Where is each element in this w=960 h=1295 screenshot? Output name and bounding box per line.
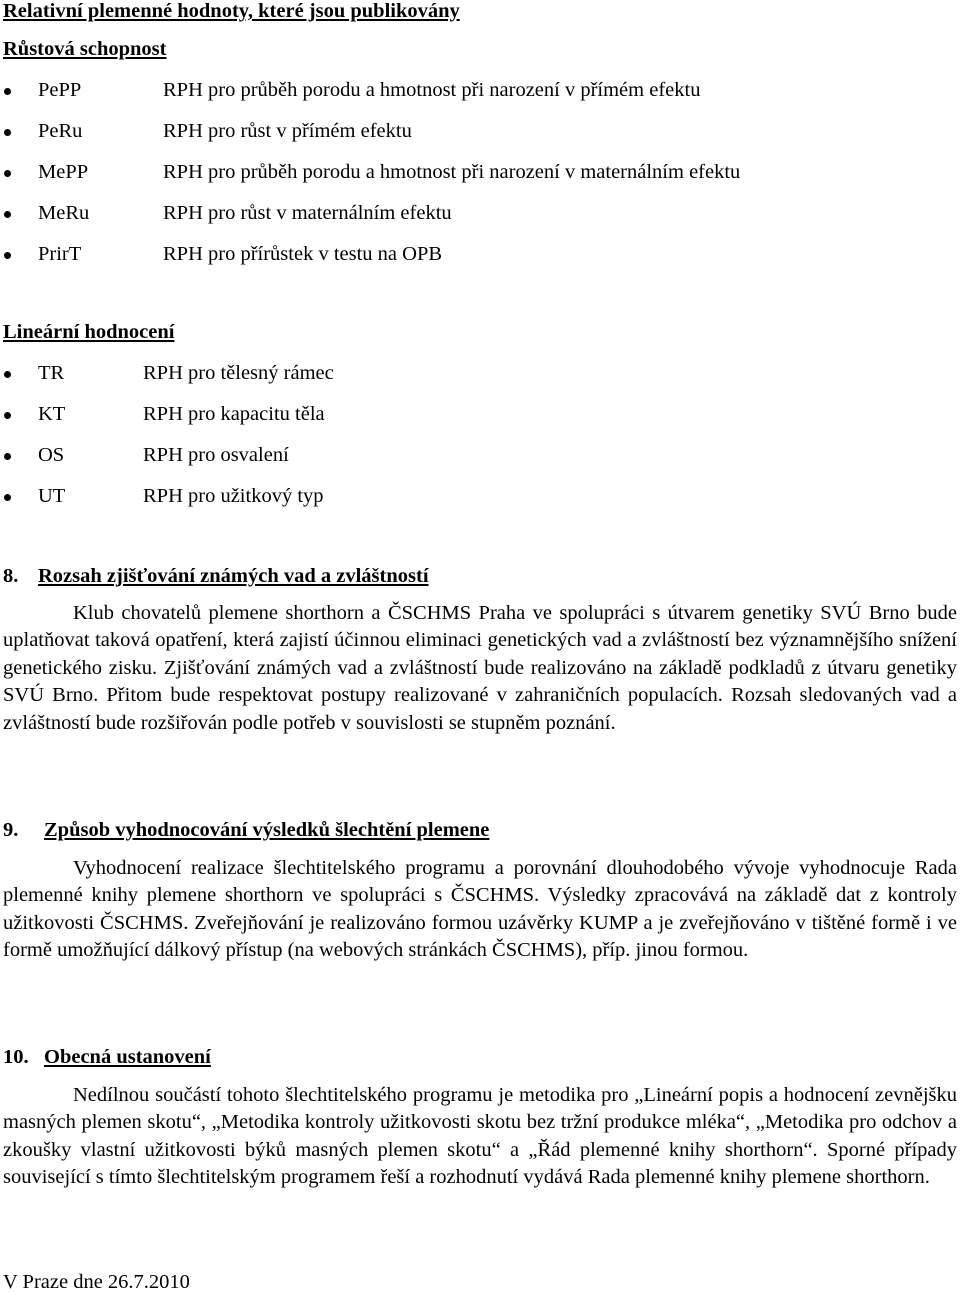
section-title-text: Obecná ustanovení [44, 1046, 211, 1068]
section-number: 10. [3, 1046, 29, 1068]
paragraph-text: Vyhodnocení realizace šlechtitelského programu a porovnání dlouhodobého vývoje vyhodnocuje Rada plemenné knihy plemene shorthorn ve spolupráci s ČSCHMS. Výsledky zpracovává na základě dat z kontroly užitkovosti ČSCHMS. Zveřejňování je realizováno formou uzávěrky KUMP a je zveřejňováno v tištěné formě i ve formě umožňující dálkový přístup (na webových stránkách ČSCHMS), příp. jinou formou. [3, 857, 957, 962]
bullet-icon [4, 88, 11, 95]
bullet-icon [4, 453, 11, 460]
trait-code: MePP [38, 161, 89, 183]
trait-description: RPH pro kapacitu těla [143, 403, 325, 425]
trait-code: KT [38, 403, 66, 425]
section-title [3, 565, 429, 588]
trait-description: RPH pro průběh porodu a hmotnost při narození v maternálním efektu [163, 161, 741, 183]
bullet-icon [4, 170, 11, 177]
section-paragraph [3, 1082, 957, 1192]
trait-code: PrirT [38, 243, 82, 265]
trait-description: RPH pro růst v přímém efektu [163, 120, 412, 142]
date-footer: V Praze dne 26.7.2010 [3, 1271, 190, 1293]
trait-code: TR [38, 362, 65, 384]
section-paragraph [3, 855, 957, 965]
trait-description: RPH pro průběh porodu a hmotnost při narození v přímém efektu [163, 79, 701, 101]
section-number: 9. [3, 819, 19, 841]
trait-code: UT [38, 485, 66, 507]
linear-heading: Lineární hodnocení [3, 321, 175, 343]
bullet-icon [4, 252, 11, 259]
section-title [3, 819, 489, 842]
section-paragraph [3, 600, 957, 737]
trait-code: PeRu [38, 120, 83, 142]
trait-description: RPH pro přírůstek v testu na OPB [163, 243, 443, 265]
paragraph-text: Klub chovatelů plemene shorthorn a ČSCHMS Praha ve spolupráci s útvarem genetiky SVÚ Brno bude uplatňovat taková opatření, která zajistí účinnou eliminaci genetických vad a zvláštností bez významnějšího snížení genetického zisku. Zjišťování známých vad a zvláštností bude realizováno na základě podkladů z útvaru genetiky SVÚ Brno. Přitom bude respektovat postupy realizované v zahraničních populacích. Rozsah sledovaných vad a zvláštností bude rozšiřován podle potřeb v souvislosti se stupněm poznání. [3, 602, 957, 734]
trait-description: RPH pro osvalení [143, 444, 289, 466]
section-heading: Relativní plemenné hodnoty, které jsou publikovány [3, 0, 460, 22]
bullet-icon [4, 129, 11, 136]
bullet-icon [4, 371, 11, 378]
trait-description: RPH pro růst v maternálním efektu [163, 202, 452, 224]
bullet-icon [4, 494, 11, 501]
bullet-icon [4, 211, 11, 218]
trait-description: RPH pro tělesný rámec [143, 362, 334, 384]
bullet-icon [4, 412, 11, 419]
paragraph-text: Nedílnou součástí tohoto šlechtitelského programu je metodika pro „Lineární popis a hodnocení zevnějšku masných plemen skotu“, „Metodika kontroly užitkovosti skotu bez tržní produkce mléka“, „Metodika pro odchov a zkoušky vlastní užitkovosti býků masných plemen skotu“ a „Řád plemenné knihy shorthorn“. Sporné případy související s tímto šlechtitelským programem řeší a rozhodnutí vydává Rada plemenné knihy plemene shorthorn. [3, 1084, 957, 1189]
section-title-text: Rozsah zjišťování známých vad a zvláštností [38, 565, 429, 587]
trait-code: MeRu [38, 202, 90, 224]
growth-heading: Růstová schopnost [3, 38, 167, 60]
section-title [3, 1046, 211, 1069]
trait-code: OS [38, 444, 65, 466]
trait-description: RPH pro užitkový typ [143, 485, 324, 507]
section-number: 8. [3, 565, 19, 587]
section-title-text: Způsob vyhodnocování výsledků šlechtění plemene [44, 819, 490, 841]
trait-code: PePP [38, 79, 82, 101]
